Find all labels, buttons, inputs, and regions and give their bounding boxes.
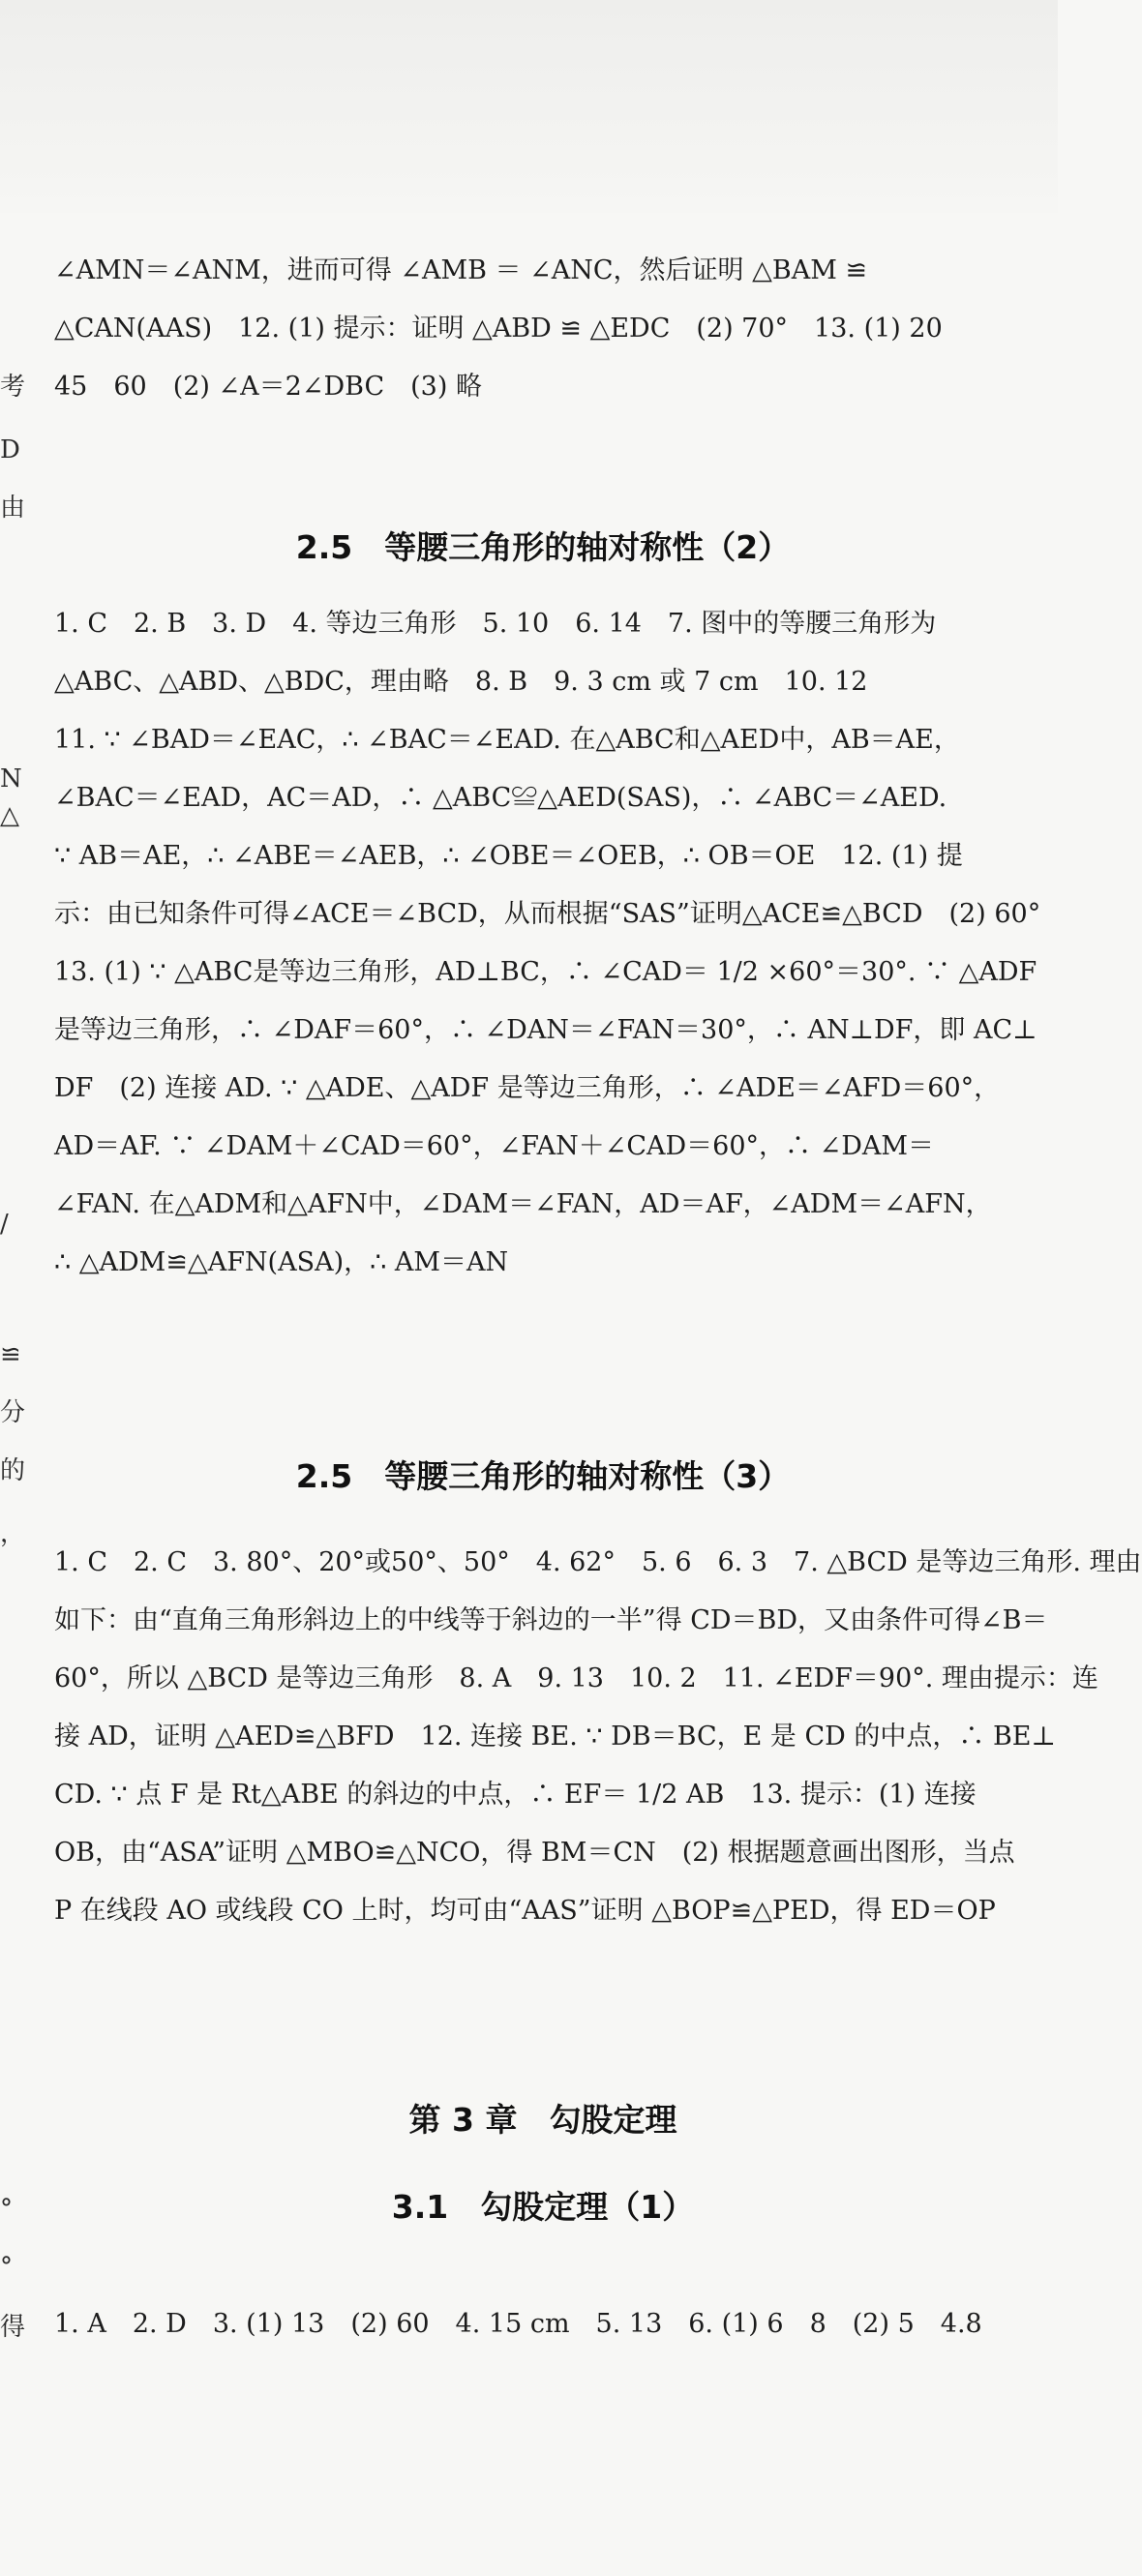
margin-char: D [0, 435, 20, 464]
margin-char: 的 [0, 1456, 26, 1485]
answer-line: 示：由已知条件可得∠ACE＝∠BCD，从而根据“SAS”证明△ACE≌△BCD (2) 60° [54, 899, 1041, 929]
section-heading: 2.5 等腰三角形的轴对称性（3） [295, 1457, 791, 1495]
answer-line: AD＝AF. ∵ ∠DAM＋∠CAD＝60°，∠FAN＋∠CAD＝60°，∴ ∠DAM＝ [54, 1131, 935, 1161]
answer-line: 如下：由“直角三角形斜边上的中线等于斜边的一半”得 CD＝BD，又由条件可得∠B＝ [54, 1605, 1048, 1635]
section-heading: 3.1 勾股定理（1） [391, 2188, 695, 2226]
answer-block-2-5-2 [54, 595, 1041, 1292]
margin-char: ， [0, 1519, 26, 1548]
chapter-heading: 第 3 章 勾股定理 [408, 2101, 677, 2139]
answer-line: ∵ AB＝AE，∴ ∠ABE＝∠AEB，∴ ∠OBE＝∠OEB，∴ OB＝OE 12. (1) 提 [54, 841, 963, 871]
margin-char: ° [0, 2253, 13, 2282]
answer-block-3-1-1 [54, 2295, 1032, 2353]
answer-line: ∠FAN. 在△ADM和△AFN中，∠DAM＝∠FAN，AD＝AF，∠ADM＝∠AFN， [54, 1189, 992, 1219]
answer-block-continued [54, 242, 1032, 416]
answer-line: 接 AD，证明 △AED≌△BFD 12. 连接 BE. ∵ DB＝BC，E 是 CD 的中点，∴ BE⊥ [54, 1722, 1056, 1752]
answer-line: 11. ∵ ∠BAD＝∠EAC，∴ ∠BAC＝∠EAD. 在△ABC和△AED中，AB＝AE， [54, 725, 960, 755]
answer-line: P 在线段 AO 或线段 CO 上时，均可由“AAS”证明 △BOP≌△PED，得 ED＝OP [54, 1896, 996, 1926]
answer-line: 1. C 2. C 3. 80°、20°或50°、50° 4. 62° 5. 6 6. 3 7. △BCD 是等边三角形. 理由 [54, 1547, 1142, 1577]
answer-block-2-5-3 [54, 1534, 1142, 1940]
answer-line: ∴ △ADM≌△AFN(ASA)，∴ AM＝AN [54, 1247, 509, 1277]
answer-line: DF (2) 连接 AD. ∵ △ADE、△ADF 是等边三角形，∴ ∠ADE＝∠AFD＝60°， [54, 1073, 1001, 1103]
margin-char: 分 [0, 1398, 26, 1427]
margin-char: N [0, 764, 22, 794]
page-top-shade [0, 0, 1058, 213]
left-margin-bleed [0, 0, 26, 2576]
answer-line: 1. C 2. B 3. D 4. 等边三角形 5. 10 6. 14 7. 图中的等腰三角形为 [54, 609, 937, 639]
answer-line: 45 60 (2) ∠A＝2∠DBC (3) 略 [54, 372, 482, 402]
margin-char: / [0, 1210, 9, 1239]
answer-line: △ABC、△ABD、△BDC，理由略 8. B 9. 3 cm 或 7 cm 10. 12 [54, 667, 868, 697]
answer-line: △CAN(AAS) 12. (1) 提示：证明 △ABD ≌ △EDC (2) 70° 13. (1) 20 [54, 314, 943, 344]
margin-char: ° [0, 2195, 13, 2224]
answer-line: 是等边三角形，∴ ∠DAF＝60°，∴ ∠DAN＝∠FAN＝30°，∴ AN⊥DF，即 AC⊥ [54, 1015, 1037, 1045]
margin-char: ≌ [0, 1340, 21, 1369]
section-heading: 2.5 等腰三角形的轴对称性（2） [295, 528, 791, 566]
answer-line: ∠BAC＝∠EAD，AC＝AD，∴ △ABC≌△AED(SAS)，∴ ∠ABC＝∠AED. [54, 783, 947, 813]
margin-char: △ [0, 801, 19, 830]
answer-line: OB，由“ASA”证明 △MBO≌△NCO，得 BM＝CN (2) 根据题意画出图形，当点 [54, 1838, 1015, 1868]
answer-line: ∠AMN＝∠ANM，进而可得 ∠AMB ＝ ∠ANC，然后证明 △BAM ≌ [54, 255, 868, 285]
margin-char: 由 [0, 494, 26, 523]
answer-line: CD. ∵ 点 F 是 Rt△ABE 的斜边的中点，∴ EF＝ 1/2 AB 13. 提示：(1) 连接 [54, 1780, 977, 1810]
margin-char: 得 [0, 2313, 26, 2342]
answer-line: 1. A 2. D 3. (1) 13 (2) 60 4. 15 cm 5. 13 6. (1) 6 8 (2) 5 4.8 [54, 2309, 982, 2339]
answer-line: 13. (1) ∵ △ABC是等边三角形，AD⊥BC，∴ ∠CAD＝ 1/2 ×60°＝30°. ∵ △ADF [54, 957, 1037, 987]
margin-char: 考 [0, 373, 26, 402]
answer-line: 60°，所以 △BCD 是等边三角形 8. A 9. 13 10. 2 11. ∠EDF＝90°. 理由提示：连 [54, 1663, 1098, 1693]
